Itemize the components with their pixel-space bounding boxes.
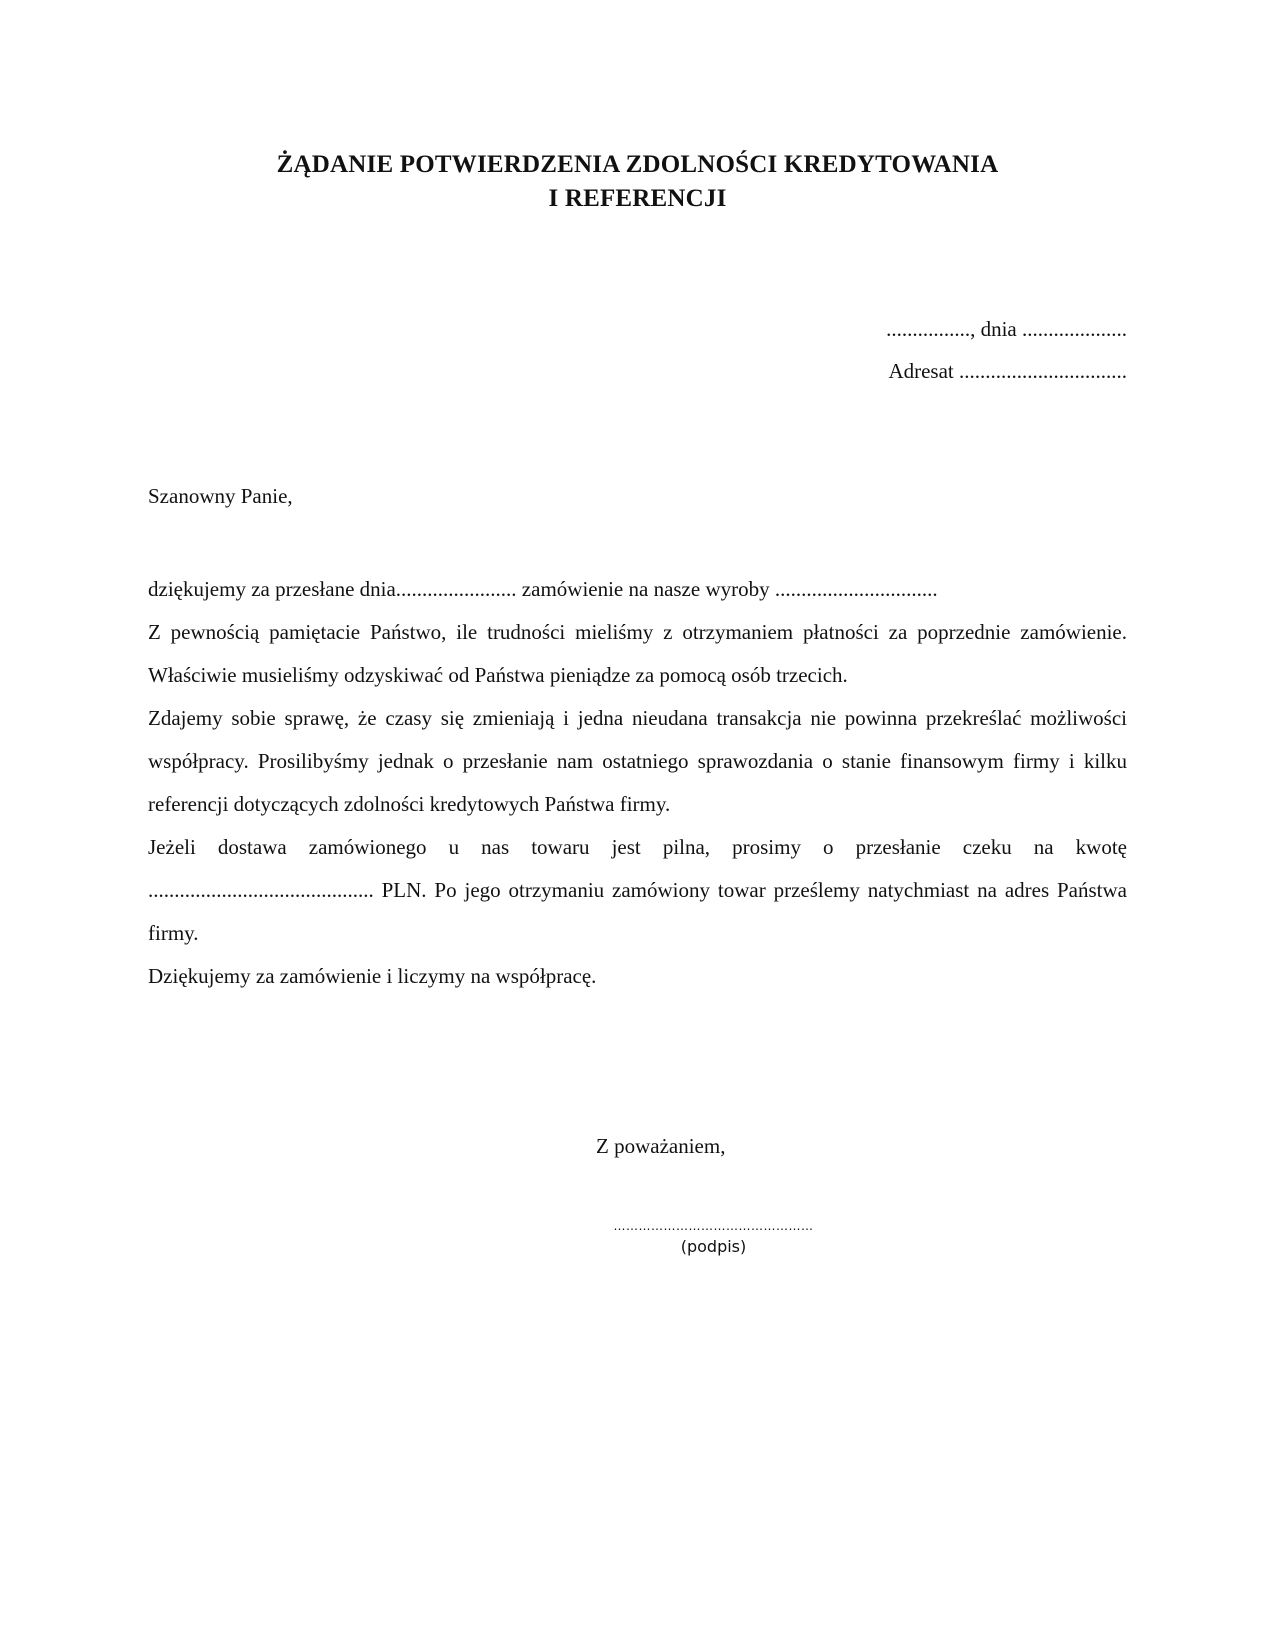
signature-line: ………………………………………… <box>613 1219 814 1233</box>
closing: Z poważaniem, <box>596 1134 726 1158</box>
place-date-field: ................, dnia .................... <box>886 317 1127 341</box>
addressee-field: Adresat ................................ <box>888 359 1127 383</box>
title-line-1: ŻĄDANIE POTWIERDZENIA ZDOLNOŚCI KREDYTOWANIA <box>276 151 999 178</box>
title-line-2: I REFERENCJI <box>548 185 727 212</box>
greeting: Szanowny Panie, <box>148 484 293 508</box>
paragraph-cheque-request: Jeżeli dostawa zamówionego u nas towaru jest pilna, prosimy o przesłanie czeku na kwotę ........................................... PLN. Po jego otrzymaniu zamówiony towar prześlemy natychmiast na adres Państwa firmy. <box>148 835 1127 945</box>
letter-body <box>148 568 1127 998</box>
signature-block <box>596 1219 831 1259</box>
document-title <box>0 148 1275 216</box>
paragraph-final-thanks: Dziękujemy za zamówienie i liczymy na współpracę. <box>148 964 597 988</box>
paragraph-thanks: dziękujemy za przesłane dnia....................... zamówienie na nasze wyroby ............................... <box>148 577 938 601</box>
header-fields <box>886 308 1127 392</box>
paragraph-references-request: Zdajemy sobie sprawę, że czasy się zmieniają i jedna nieudana transakcja nie powinna przekreślać możliwości współpracy. Prosilibyśmy jednak o przesłanie nam ostatniego sprawozdania o stanie finansowym firmy i kilku referencji dotyczących zdolności kredytowych Państwa firmy. <box>148 706 1127 816</box>
paragraph-past-payments: Z pewnością pamiętacie Państwo, ile trudności mieliśmy z otrzymaniem płatności za poprzednie zamówienie. Właściwie musieliśmy odzyskiwać od Państwa pieniądze za pomocą osób trzecich. <box>148 620 1127 687</box>
signature-label: (podpis) <box>680 1237 747 1256</box>
